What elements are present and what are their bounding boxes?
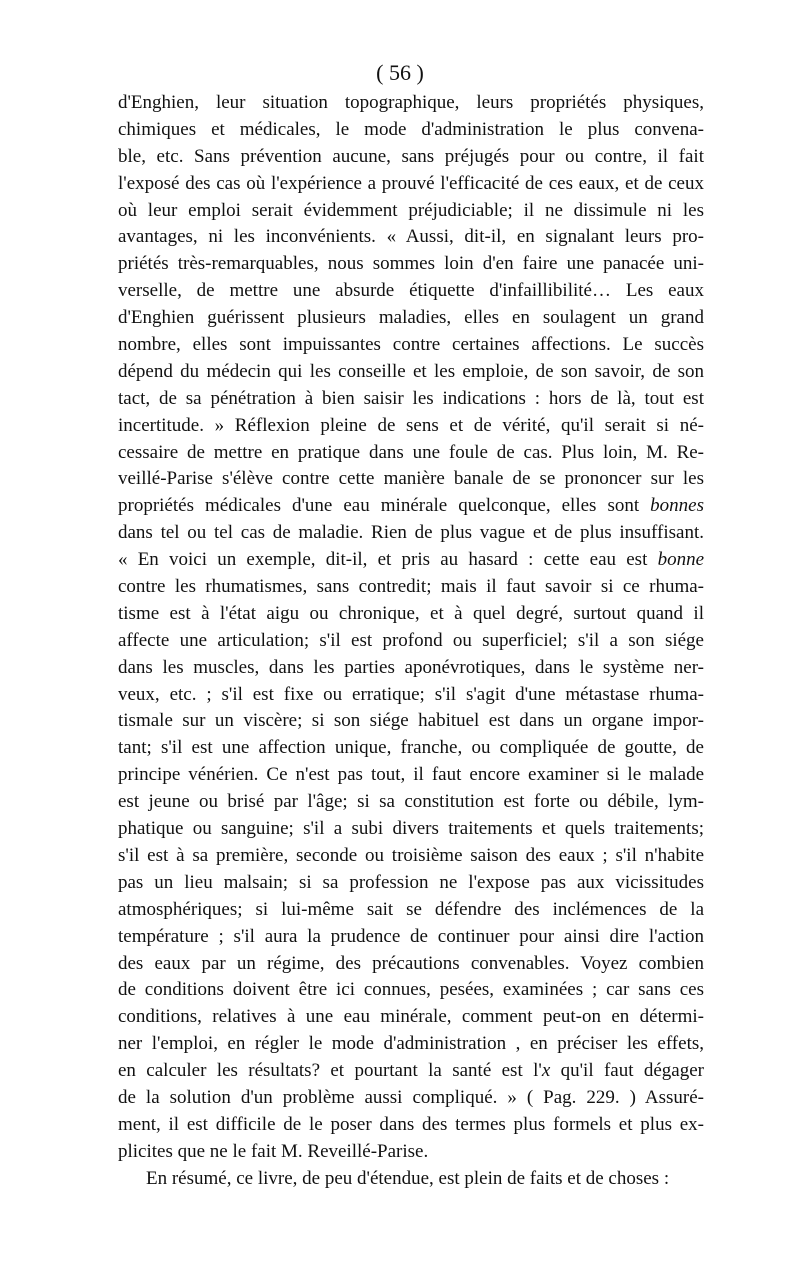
text-line-content: En résumé, ce livre, de peu d'étendue, est plein de faits et de choses :	[146, 1167, 670, 1189]
text-line-content: l'exposé des cas où l'expérience a prouvé l'efficacité de ces eaux, et de ceux	[118, 172, 704, 194]
text-line	[118, 332, 704, 359]
text-line-content: avantages, ni les inconvénients. « Aussi, dit-il, en signalant leurs pro-	[118, 226, 704, 248]
text-line	[118, 977, 704, 1004]
text-line-content: où leur emploi serait évidemment préjudiciable; il ne dissimule ni les	[118, 199, 704, 221]
text-line-content: conditions, relatives à une eau minérale, comment peut-on en détermi-	[118, 1006, 704, 1028]
text-line	[118, 655, 704, 682]
text-line-content: dans tel ou tel cas de maladie. Rien de plus vague et de plus insuffisant.	[118, 522, 704, 544]
text-line	[118, 762, 704, 789]
text-line	[118, 171, 704, 198]
text-line	[118, 951, 704, 978]
text-line	[118, 359, 704, 386]
text-line	[118, 843, 704, 870]
text-line	[118, 682, 704, 709]
text-line-content: principe vénérien. Ce n'est pas tout, il faut encore examiner si le malade	[118, 764, 704, 786]
text-line	[118, 520, 704, 547]
text-line-content: dans les muscles, dans les parties aponévrotiques, dans le système ner-	[118, 656, 704, 678]
text-line	[118, 1058, 704, 1085]
text-line-content: dépend du médecin qui les conseille et les emploie, de son savoir, de son	[118, 360, 704, 382]
text-line-content: s'il est à sa première, seconde ou troisième saison des eaux ; s'il n'habite	[118, 844, 704, 866]
text-line	[118, 305, 704, 332]
text-line	[118, 924, 704, 951]
text-line-content: plicites que ne le fait M. Reveillé-Parise.	[118, 1140, 429, 1162]
text-line	[118, 816, 704, 843]
text-line	[118, 1085, 704, 1112]
text-line	[118, 735, 704, 762]
text-line-content: propriétés médicales d'une eau minérale quelconque, elles sont	[118, 495, 651, 517]
text-line-content: tact, de sa pénétration à bien saisir les indications : hors de là, tout est	[118, 387, 704, 409]
text-line	[118, 251, 704, 278]
text-line-content: tisme est à l'état aigu ou chronique, et à quel degré, surtout quand il	[118, 602, 704, 624]
text-line	[118, 440, 704, 467]
text-line-content: en calculer les résultats? et pourtant la santé est l'	[118, 1060, 542, 1082]
text-line-content: ble, etc. Sans prévention aucune, sans préjugés pour ou contre, il fait	[118, 145, 704, 167]
text-line-content: « En voici un exemple, dit-il, et pris au hasard : cette eau est	[118, 549, 658, 571]
text-line-content: phatique ou sanguine; s'il a subi divers traitements et quels traitements;	[118, 818, 704, 840]
text-line	[118, 1112, 704, 1139]
text-line	[118, 1166, 704, 1193]
text-line-content: atmosphériques; si lui-même sait se défendre des inclémences de la	[118, 898, 704, 920]
body-text	[118, 90, 704, 1193]
italic-word: bonnes	[650, 495, 704, 517]
text-line	[118, 493, 704, 520]
text-line-content: priétés très-remarquables, nous sommes loin d'en faire une panacée uni-	[118, 253, 704, 275]
text-line-content: d'Enghien, leur situation topographique, leurs propriétés physiques,	[118, 92, 704, 113]
text-line-content: veux, etc. ; s'il est fixe ou erratique; s'il s'agit d'une métastase rhuma-	[118, 683, 704, 705]
text-line	[118, 144, 704, 171]
text-line-content: d'Enghien guérissent plusieurs maladies, elles en soulagent un grand	[118, 307, 704, 329]
text-line	[118, 466, 704, 493]
text-line	[118, 117, 704, 144]
text-line-content: verselle, de mettre une absurde étiquette d'infaillibilité… Les eaux	[118, 280, 704, 302]
text-line-content: des eaux par un régime, des précautions convenables. Voyez combien	[118, 952, 704, 974]
text-line-content: de conditions doivent être ici connues, pesées, examinées ; car sans ces	[118, 979, 704, 1001]
text-line-content: tismale sur un viscère; si son siége habituel est dans un organe impor-	[118, 710, 704, 732]
text-line	[118, 1031, 704, 1058]
text-line-content: veillé-Parise s'élève contre cette manière banale de se prononcer sur les	[118, 468, 704, 490]
text-line	[118, 601, 704, 628]
text-line	[118, 224, 704, 251]
text-line	[118, 1139, 704, 1166]
text-line-content: tant; s'il est une affection unique, franche, ou compliquée de goutte, de	[118, 737, 704, 759]
page-number: ( 56 )	[376, 60, 424, 85]
text-line	[118, 386, 704, 413]
text-line-content: contre les rhumatismes, sans contredit; mais il faut savoir si ce rhuma-	[118, 576, 704, 598]
text-line-content: est jeune ou brisé par l'âge; si sa constitution est forte ou débile, lym-	[118, 791, 704, 813]
text-line-content: affecte une articulation; s'il est profond ou superficiel; s'il a son siége	[118, 629, 704, 651]
text-line	[118, 897, 704, 924]
text-line-content: cessaire de mettre en pratique dans une foule de cas. Plus loin, M. Re-	[118, 441, 704, 463]
text-line-content: nombre, elles sont impuissantes contre certaines affections. Le succès	[118, 334, 704, 356]
italic-word: bonne	[657, 549, 704, 571]
text-line	[118, 278, 704, 305]
text-line	[118, 547, 704, 574]
text-line	[118, 574, 704, 601]
text-line	[118, 870, 704, 897]
text-line-content: pas un lieu malsain; si sa profession ne l'expose pas aux vicissitudes	[118, 871, 704, 893]
text-line	[118, 413, 704, 440]
text-line-content: température ; s'il aura la prudence de continuer pour ainsi dire l'action	[118, 925, 704, 947]
text-line-content: chimiques et médicales, le mode d'administration le plus convena-	[118, 118, 704, 140]
text-line	[118, 628, 704, 655]
text-line	[118, 90, 704, 117]
text-line-content: incertitude. » Réflexion pleine de sens et de vérité, qu'il serait si né-	[118, 414, 704, 436]
text-line	[118, 1004, 704, 1031]
text-line-tail: qu'il faut dégager	[550, 1060, 704, 1082]
text-line-content: ner l'emploi, en régler le mode d'administration , en préciser les effets,	[118, 1033, 704, 1055]
text-line	[118, 198, 704, 225]
italic-word: x	[541, 1060, 551, 1082]
text-line	[118, 789, 704, 816]
text-line-content: ment, il est difficile de le poser dans des termes plus formels et plus ex-	[118, 1113, 704, 1135]
text-line-content: de la solution d'un problème aussi compliqué. » ( Pag. 229. ) Assuré-	[118, 1086, 704, 1108]
text-line	[118, 708, 704, 735]
